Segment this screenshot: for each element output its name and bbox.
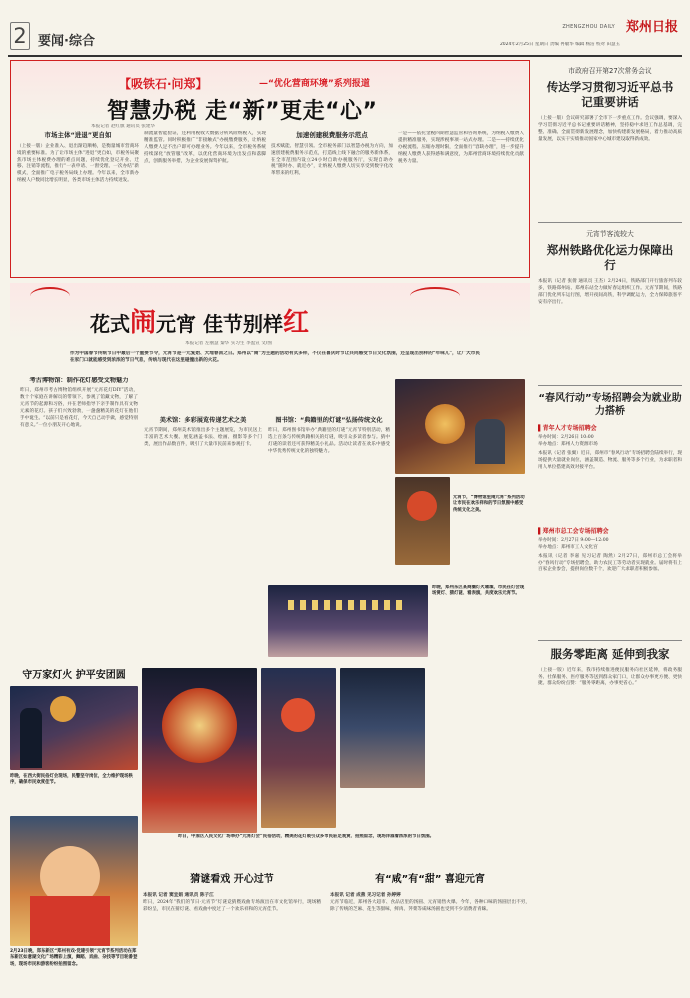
police-header: 守万家灯火 护平安团圆 — [22, 670, 126, 681]
tax-headline: 智慧办税 走“新”更走“心” — [107, 99, 378, 124]
job-sub2-title: 郑州市总工会专场招聘会 — [542, 527, 609, 535]
lantern-col-1 — [20, 377, 138, 609]
meeting-headline: 传达学习贯彻习近平总书记重要讲话 — [546, 80, 674, 110]
center-photo-1 — [142, 668, 257, 833]
issue-info: 2024年2月25日 星期日 责编 冉敏华 编辑 杨洁 校对 田慧玉 — [499, 42, 620, 47]
tax-byline: 本报记者 赵红旗 通讯员 张建华 — [91, 124, 156, 129]
right-column — [538, 60, 682, 994]
masthead-rule — [8, 55, 682, 57]
riddle-header: 猜谜看戏 开心过节 — [190, 874, 274, 885]
rail-headline: 郑州铁路优化运力保障出行 — [546, 243, 674, 273]
tax-col4-text: 一是——依托金税四期智慧监管和咨询系统，为纳税人缴费人提供精准服务，实现涉税事项一站式办理。二是——持续优化办税流程、压缩办理时限，全面推行“容缺办理”，进一步提升纳税人缴费人获得感和满意度，为郑州营商环境持续优化贡献税务力量。 — [398, 131, 524, 164]
divider-1 — [538, 222, 682, 223]
lantern-headline-a: 花式 — [90, 312, 130, 336]
cloud-ornament-right — [410, 287, 460, 305]
lantern-byline: 本报记者 左丽慧 秦华 实习生 李盈宣 文/图 — [185, 341, 272, 346]
tax-subhead: 加速创建税费服务示范点 — [296, 131, 368, 139]
service-headline: 服务零距离 延伸到我家 — [550, 646, 670, 661]
police-caption-1: 昨晚，在西大街民俗灯会现场，民警坚守岗位，全力维护现场秩序，确保市民欢度佳节。 — [10, 774, 133, 786]
tax-col1-lead: 市场主体“进退”更自如 — [44, 131, 112, 139]
job-headline: “春风行动”专场招聘会为就业助力搭桥 — [538, 393, 682, 418]
tax-tag-series: —“优化营商环境”系列报道 — [259, 79, 370, 89]
job-sub2-place: 举办地点：郑州市工人文化宫 — [538, 544, 598, 550]
museum-subhead: 考古博物馆：制作花灯感受文物魅力 — [29, 377, 129, 384]
library-subhead: 图书馆：“典籍里的灯谜”弘扬传统文化 — [275, 417, 383, 424]
tax-col-2 — [144, 131, 266, 275]
lantern-intro: 作为中国春节传统节日中最后一个重要节令，元宵节是一元复始、大地春回之日。郑州以“闹”为主题的活动有式多样，不仅在喜庆时节让共同感受节日文化氛围，还呈现出别样的“年味儿”，让广大市民在家门口就能感受到浓浓的节日气息，传统与现代在这里碰撞出新的火花。 — [70, 351, 480, 363]
tax-col3-text: 技术赋能、智慧引领。全市税务部门以智慧办税为方向，加速创建税费服务示范点，打造线上线下融合的服务新体系，在全市范围内设立24小时自助办税服务厅，实现自助办税“随时办、就近办”，让纳税人缴费人切实享受到数字化改革带来的红利。 — [271, 143, 393, 177]
job-sub1: ▌青年人才专场招聘会 — [538, 425, 597, 433]
job-sub2: ▌郑州市总工会专场招聘会 — [538, 527, 609, 535]
lantern-col-3 — [268, 377, 390, 609]
job-sub1-place: 举办地点：郑州人力资源市场 — [538, 442, 598, 448]
meeting-text: （上接一版）会议研究部署了全市下一步重点工作。会议强调，要深入学习贯彻习近平总书记重要讲话精神，坚持稳中求进工作总基调，完整、准确、全面贯彻新发展理念，加快构建新发展格局，着力推动高质量发展，以实干实绩推动国家中心城市建设取得新成效。 — [538, 116, 682, 142]
center-photo-2 — [261, 668, 336, 828]
lantern-headline-d: 红 — [282, 308, 309, 338]
lantern-article — [10, 283, 530, 663]
tangyuan-header: 有“咸”有“甜” 喜迎元宵 — [375, 874, 485, 885]
lantern-photo-1 — [395, 379, 525, 474]
tax-col2-text: 制流量智能验证，还利用税收大数据分析风险纳税人，实现精准监管。同时积极推广“非接触式”办税缴费服务，让纳税人缴费人足不出户即可办理业务。今年以来，全市税务系统持续深化“放管服”改革，以优化营商环境为出发点和落脚点，创新服务举措，为企业发展保驾护航。 — [144, 131, 266, 164]
tangyuan-article — [330, 872, 530, 994]
lantern-col-2 — [144, 377, 262, 609]
museum-text: 昨日，郑州市考古博物馆组织开展“元宵花灯DIY”活动，数十个家庭在讲解员的带领下，参观了馆藏文物，了解了元宵节的起源和习俗，并在老师指导下亲手制作具有文物元素的花灯。孩子们兴致勃勃，一盏盏精美的花灯在他们手中诞生。“以前只是看花灯，今天自己动手做，感觉特别有意义。”一位小朋友开心地说。 — [20, 388, 138, 428]
lantern-caption-1: 元宵节，“博物馆里闹元宵”系列活动让市民在欢乐祥和的节日氛围中感受传统文化之美。 — [453, 495, 525, 513]
art-text: 元宵节期间，郑州美术馆推出多个主题展览，为市民送上丰富的艺术大餐。展览涵盖书法、绘画、摄影等多个门类，展出作品数百件，吸引了大量市民前来参观打卡。 — [144, 428, 262, 448]
paper-en: ZHENGZHOU DAILY — [562, 24, 615, 30]
riddle-byline: 本报讯 记者 窦宜娟 通讯员 陈子江 — [143, 893, 214, 898]
section-title: 要闻·综合 — [38, 34, 95, 49]
meeting-kicker: 市政府召开第27次常务会议 — [568, 67, 652, 75]
lantern-caption-2: 昨晚，郑州东区某商圈灯火璀璨，市民在灯会现场赏灯、猜灯谜、看表演，共度欢乐元宵节。 — [432, 585, 525, 597]
page-number-box — [10, 22, 30, 50]
lantern-headline — [90, 304, 309, 343]
tax-tag: 【吸铁石·问郑】 — [119, 77, 208, 91]
job-sub1-title: 青年人才专场招聘会 — [542, 425, 597, 433]
page-number: 2 — [13, 24, 27, 48]
paper-logo: 郑州日报 — [626, 20, 679, 35]
divider-2 — [538, 385, 682, 386]
job-text-2: 本报讯（记者 李嘉 见习记者 陶然）2月27日，郑州市总工会将举办“春风行动”专场招聘会，助力农民工等劳动者实现就业。届时将有上百家企业参会，提供岗位数千个，欢迎广大求职者积极参加。 — [538, 553, 682, 573]
lantern-photo-2 — [395, 477, 450, 565]
tax-col-4 — [398, 131, 524, 275]
service-text: （上接一版）近年来，我市持续推进便民服务向社区延伸，将政务服务、社保服务、医疗服务等送到群众家门口，让群众办事更方便、更快捷。群众纷纷点赞：“服务零距离，办事更省心。” — [538, 667, 682, 687]
job-sub1-time: 举办时间：2月26日 10:00 — [538, 435, 594, 441]
riddle-text: 昨日，2024年“我们的节日·元宵节”灯谜竞猜暨戏曲专场演出在市文化馆举行，现场精彩纷呈，市民在猜灯谜、看戏曲中度过了一个欢乐祥和的元宵佳节。 — [143, 899, 321, 912]
center-caption: 昨日，中原区人民文化广场举办“元宵灯会”民俗活动，精美的花灯吸引众多市民驻足观赏、拍照留念，现场洋溢着浓浓的节日氛围。 — [178, 834, 435, 839]
tangyuan-text: 元宵节临近，郑州各大超市、食品店里的汤圆、元宵销售火爆。今年，各种口味的汤圆层出不穷，除了传统的芝麻、花生等甜味，鲜肉、荠菜等咸味汤圆也受到不少消费者青睐。 — [330, 899, 530, 912]
cloud-ornament-left — [30, 287, 70, 305]
art-subhead: 美术馆：多彩展览传递艺术之美 — [159, 417, 247, 424]
lantern-headline-b: 闹 — [130, 308, 157, 338]
tax-col-3 — [271, 131, 393, 275]
center-photo-3 — [340, 668, 425, 788]
tax-col1-text: （上接一版）企业准入、退出渐趋顺畅，是衡量城市营商环境的重要标准。为了让市场主体“进退”更自如，市税务局聚焦市场主体税费办理的难点问题，持续优化登记开业、迁移、注销等流程，推行“一表申请、一窗受理、一次办结”新模式，全面推广电子税务局线上办理。今年以来，全市新办纳税人户数同比增长明显，各类市场主体活力持续迸发。 — [17, 143, 139, 184]
police-photo-2 — [10, 816, 138, 946]
rail-kicker: 元宵节客流较大 — [586, 230, 634, 239]
police-caption-2: 2月23日晚，郑东新区“郑州有戏·党建引领”元宵节系列活动在郑东新区如意湖文化广场精彩上演，舞蹈、戏曲、杂技等节目轮番登场，现场市民和游客纷纷拍照留念。 — [10, 949, 138, 967]
tax-col-1 — [17, 131, 139, 275]
police-photo-1 — [10, 686, 138, 770]
job-sub2-time: 举办时间：2月27日 9:00—12:00 — [538, 537, 609, 543]
library-text: 昨日，郑州图书馆举办“典籍里的灯谜”元宵节特别活动，精选上百条与传统典籍相关的灯谜，吸引众多读者参与。猜中灯谜的读者还可获得精美小礼品。活动让读者在欢乐中感受中华优秀传统文化的独特魅力。 — [268, 428, 390, 455]
lantern-photo-3 — [268, 585, 428, 657]
divider-3 — [538, 640, 682, 641]
riddle-article — [143, 872, 321, 994]
job-text-1: 本报讯（记者 张翼）近日，郑州市“春风行动”专场招聘会陆续举行，现场提供大量就业岗位，涵盖制造、物流、服务等多个行业，为求职者和用人单位搭建高效对接平台。 — [538, 450, 682, 470]
tangyuan-byline: 本报讯 记者 成燕 见习记者 孙婷婷 — [330, 893, 401, 898]
police-section — [10, 668, 138, 994]
tax-article-frame — [10, 60, 530, 278]
rail-text: 本报讯（记者 张倩 通讯员 王杰）2月24日，铁路部门开行旅客列车较多，铁路郑州站、郑州东站全力做好春运组织工作。元宵节期间，铁路部门优化列车运行图，增开夜间高铁，科学调配运力，全力保障旅客平安有序出行。 — [538, 279, 682, 305]
lantern-headline-c: 元宵 佳节别样 — [156, 312, 283, 336]
